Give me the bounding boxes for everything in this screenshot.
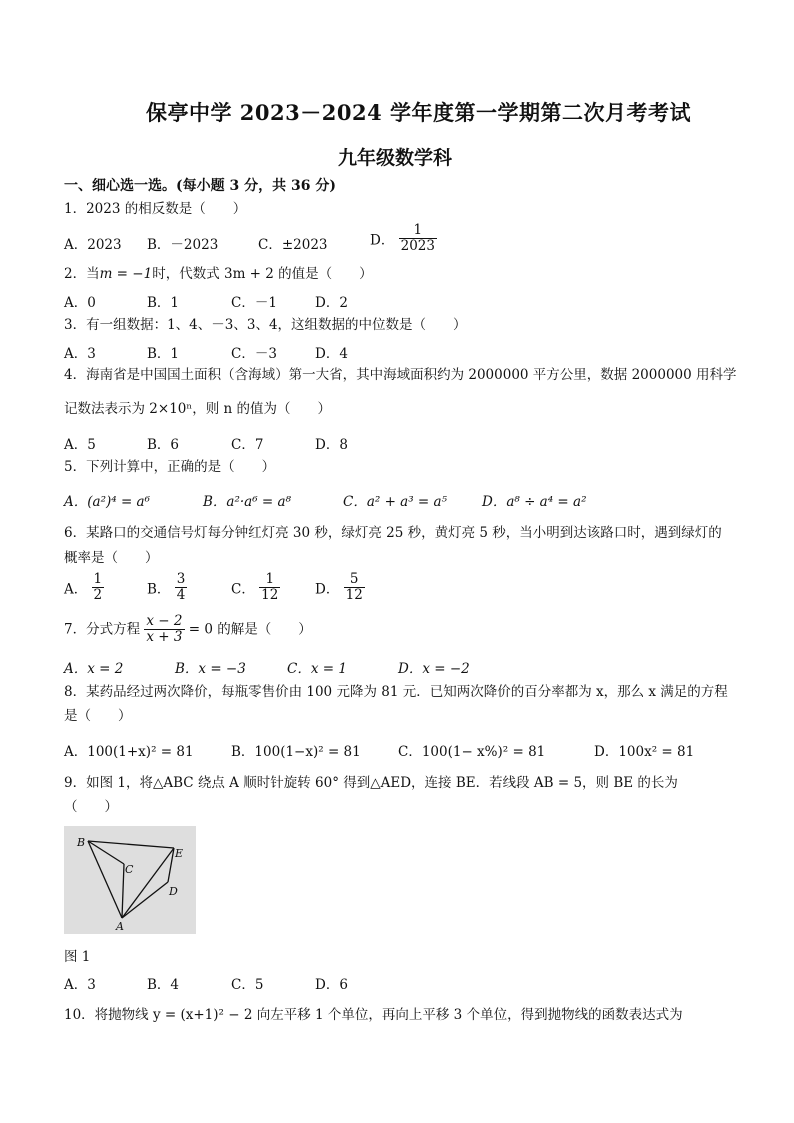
question-8-line-1: 8．某药品经过两次降价，每瓶零售价由 100 元降为 81 元．已知两次降价的百分率都为 x，那么 x 满足的方程 [64, 684, 728, 700]
q3-option-b: B．1 [147, 346, 180, 362]
q8-option-d: D．100x² = 81 [594, 744, 695, 760]
q6-a-label: A． [64, 581, 88, 598]
q5-option-d: D．a⁸ ÷ a⁴ = a² [482, 494, 587, 510]
q5-option-a: A．(a²)⁴ = a⁶ [64, 494, 151, 510]
exam-subtitle: 九年级数学科 [338, 147, 453, 169]
q1-option-d-label: D． [370, 232, 395, 249]
q6-c-label: C． [231, 581, 255, 598]
question-2-stem [64, 265, 373, 283]
q6-b-den: 4 [176, 586, 186, 603]
q6-option-a [64, 572, 104, 603]
q6-b-fraction [175, 572, 188, 603]
question-4-line-1: 4．海南省是中国国土面积（含海域）第一大省，其中海域面积约为 2000000 平方公里，数据 2000000 用科学 [64, 367, 737, 383]
q6-d-label: D． [315, 581, 340, 598]
q3-option-a: A．3 [64, 346, 96, 362]
figure-label-d: D [169, 885, 178, 898]
figure-label-e: E [175, 847, 184, 860]
q7-option-d: D．x = −2 [398, 661, 470, 677]
q1-d-denominator: 2023 [400, 237, 435, 254]
q1-d-numerator: 1 [413, 222, 423, 238]
q6-a-fraction [92, 572, 105, 603]
figure-1 [64, 826, 196, 934]
q6-a-den: 2 [93, 586, 103, 603]
q7-option-c: C．x = 1 [287, 661, 347, 677]
q6-d-num: 5 [349, 571, 359, 587]
figure-label-b: B [77, 836, 86, 849]
figure-label-a: A [116, 920, 124, 933]
q5-option-b: B．a²·a⁶ = a⁸ [203, 494, 291, 510]
question-5-stem: 5．下列计算中，正确的是（ ） [64, 459, 276, 475]
q1-option-b: B．－2023 [147, 237, 219, 253]
q8-option-a: A．100(1+x)² = 81 [64, 744, 194, 760]
q6-a-num: 1 [93, 571, 103, 587]
q6-c-num: 1 [265, 571, 275, 587]
question-1-stem: 1．2023 的相反数是（ ） [64, 201, 247, 217]
q9-option-d: D．6 [315, 977, 348, 993]
exam-title: 保亭中学 2023－2024 学年度第一学期第二次月考考试 [146, 100, 692, 125]
q7-denominator: x + 3 [146, 628, 183, 645]
question-10-stem: 10．将抛物线 y = (x+1)² − 2 向左平移 1 个单位，再向上平移 3 个单位，得到抛物线的函数表达式为 [64, 1007, 683, 1023]
figure-caption: 图 1 [64, 949, 91, 965]
q5-option-c: C．a² + a³ = a⁵ [343, 494, 447, 510]
q4-option-b: B．6 [147, 437, 180, 453]
q2-option-b: B．1 [147, 295, 180, 311]
q7-fraction [144, 614, 184, 645]
question-6-line-2: 概率是（ ） [64, 550, 159, 566]
q2-stem-pre: 2．当 [64, 266, 100, 282]
q4-option-c: C．7 [231, 437, 264, 453]
q6-c-den: 12 [261, 586, 279, 603]
figure-1-diagram [64, 826, 196, 934]
q7-stem-pre: 7．分式方程 [64, 621, 141, 638]
q7-option-a: A．x = 2 [64, 661, 124, 677]
q9-option-c: C．5 [231, 977, 264, 993]
q6-option-d [315, 572, 365, 603]
q6-b-num: 3 [176, 571, 186, 587]
q2-option-c: C．－1 [231, 295, 277, 311]
question-9-line-1: 9．如图 1，将△ABC 绕点 A 顺时针旋转 60° 得到△AED，连接 BE．若线段 AB = 5，则 BE 的长为 [64, 775, 678, 791]
q9-option-b: B．4 [147, 977, 180, 993]
q7-numerator: x − 2 [146, 613, 183, 629]
q6-c-fraction [259, 572, 280, 603]
q6-option-b [147, 572, 187, 603]
question-8-line-2: 是（ ） [64, 708, 132, 724]
q6-d-fraction [344, 572, 365, 603]
question-4-line-2: 记数法表示为 2×10ⁿ，则 n 的值为（ ） [64, 401, 331, 417]
q2-stem-math: m = −1 [99, 266, 153, 282]
q7-option-b: B．x = −3 [175, 661, 246, 677]
q6-d-den: 12 [345, 586, 363, 603]
q2-option-a: A．0 [64, 295, 96, 311]
q1-option-c: C．±2023 [258, 237, 328, 253]
q1-option-a: A．2023 [64, 237, 122, 253]
q7-stem-post: = 0 的解是（ ） [188, 621, 312, 638]
figure-label-c: C [125, 863, 134, 876]
q4-option-a: A．5 [64, 437, 96, 453]
q4-option-d: D．8 [315, 437, 348, 453]
q2-option-d: D．2 [315, 295, 348, 311]
question-7-stem [64, 614, 312, 645]
q6-option-c [231, 572, 280, 603]
question-6-line-1: 6．某路口的交通信号灯每分钟红灯亮 30 秒，绿灯亮 25 秒，黄灯亮 5 秒，当小明到达该路口时，遇到绿灯的 [64, 525, 722, 541]
q8-option-b: B．100(1−x)² = 81 [231, 744, 361, 760]
q2-stem-post: 时，代数式 3m + 2 的值是（ ） [152, 266, 373, 282]
question-3-stem: 3．有一组数据：1、4、－3、3、4，这组数据的中位数是（ ） [64, 317, 467, 333]
q6-b-label: B． [147, 581, 171, 598]
q1-option-d [370, 223, 437, 254]
q1-option-d-fraction [399, 223, 437, 254]
q3-option-d: D．4 [315, 346, 348, 362]
q3-option-c: C．－3 [231, 346, 277, 362]
q8-option-c: C．100(1− x%)² = 81 [398, 744, 546, 760]
section-heading: 一、细心选一选。(每小题 3 分，共 36 分) [64, 178, 336, 194]
q9-option-a: A．3 [64, 977, 96, 993]
question-9-line-2: （ ） [64, 799, 118, 815]
